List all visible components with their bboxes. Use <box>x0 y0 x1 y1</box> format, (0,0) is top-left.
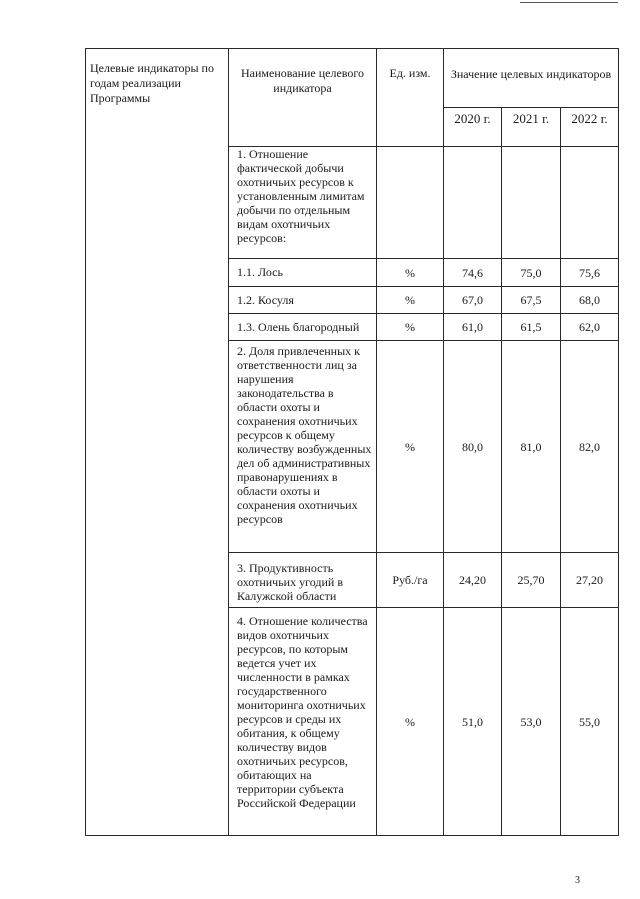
indicator-unit: % <box>377 287 444 314</box>
value-2021: 67,5 <box>502 287 561 314</box>
indicator-name: 2. Доля привлеченных к ответственности лиц за нарушения законодательства в области охоты и сохранения охотничьих ресурсов к общему количеству возбужденных дел об административных правонарушениях в области охоты и сохранения охотничьих ресурсов <box>229 341 377 553</box>
indicator-unit: % <box>377 341 444 553</box>
page-number: 3 <box>575 875 580 886</box>
year-2022: 2022 г. <box>561 107 619 146</box>
indicator-name: 1.2. Косуля <box>229 287 377 314</box>
value-2022: 75,6 <box>561 259 619 287</box>
indicator-unit: % <box>377 608 444 836</box>
header-unit: Ед. изм. <box>377 49 444 147</box>
top-rule <box>520 2 618 3</box>
value-2021: 81,0 <box>502 341 561 553</box>
header-row <box>86 49 619 108</box>
indicator-name: 4. Отношение количества видов охотничьих ресурсов, по которым ведется учет их численности в рамках государственного мониторинга охотничьих ресурсов и среды их обитания, к общему количеству видов охотничьих ресурсов, обитающих на территории субъекта Российской Федерации <box>229 608 377 836</box>
value-2020: 74,6 <box>444 259 502 287</box>
value-2022: 82,0 <box>561 341 619 553</box>
year-2020: 2020 г. <box>444 107 502 146</box>
header-target-values: Значение целевых индикаторов <box>444 49 619 108</box>
value-2020 <box>444 147 502 259</box>
value-2021: 53,0 <box>502 608 561 836</box>
value-2021: 61,5 <box>502 314 561 341</box>
value-2021: 75,0 <box>502 259 561 287</box>
value-2020: 24,20 <box>444 553 502 608</box>
value-2020: 61,0 <box>444 314 502 341</box>
year-2021: 2021 г. <box>502 107 561 146</box>
value-2022 <box>561 147 619 259</box>
indicator-unit: Руб./га <box>377 553 444 608</box>
header-programme-indicators: Целевые индикаторы по годам реализации Программы <box>86 49 229 836</box>
indicator-name: 1.3. Олень благородный <box>229 314 377 341</box>
indicator-unit: % <box>377 259 444 287</box>
value-2021 <box>502 147 561 259</box>
indicator-unit: % <box>377 314 444 341</box>
indicator-unit <box>377 147 444 259</box>
indicators-table <box>85 48 619 836</box>
value-2022: 68,0 <box>561 287 619 314</box>
value-2020: 67,0 <box>444 287 502 314</box>
value-2022: 27,20 <box>561 553 619 608</box>
value-2020: 51,0 <box>444 608 502 836</box>
value-2020: 80,0 <box>444 341 502 553</box>
value-2022: 55,0 <box>561 608 619 836</box>
indicator-name: 3. Продуктивность охотничьих угодий в Калужской области <box>229 553 377 608</box>
header-indicator-name: Наименование целевого индикатора <box>229 49 377 147</box>
indicator-name: 1. Отношение фактической добычи охотничьих ресурсов к установленным лимитам добычи по отдельным видам охотничьих ресурсов: <box>229 147 377 259</box>
value-2022: 62,0 <box>561 314 619 341</box>
indicator-name: 1.1. Лось <box>229 259 377 287</box>
value-2021: 25,70 <box>502 553 561 608</box>
